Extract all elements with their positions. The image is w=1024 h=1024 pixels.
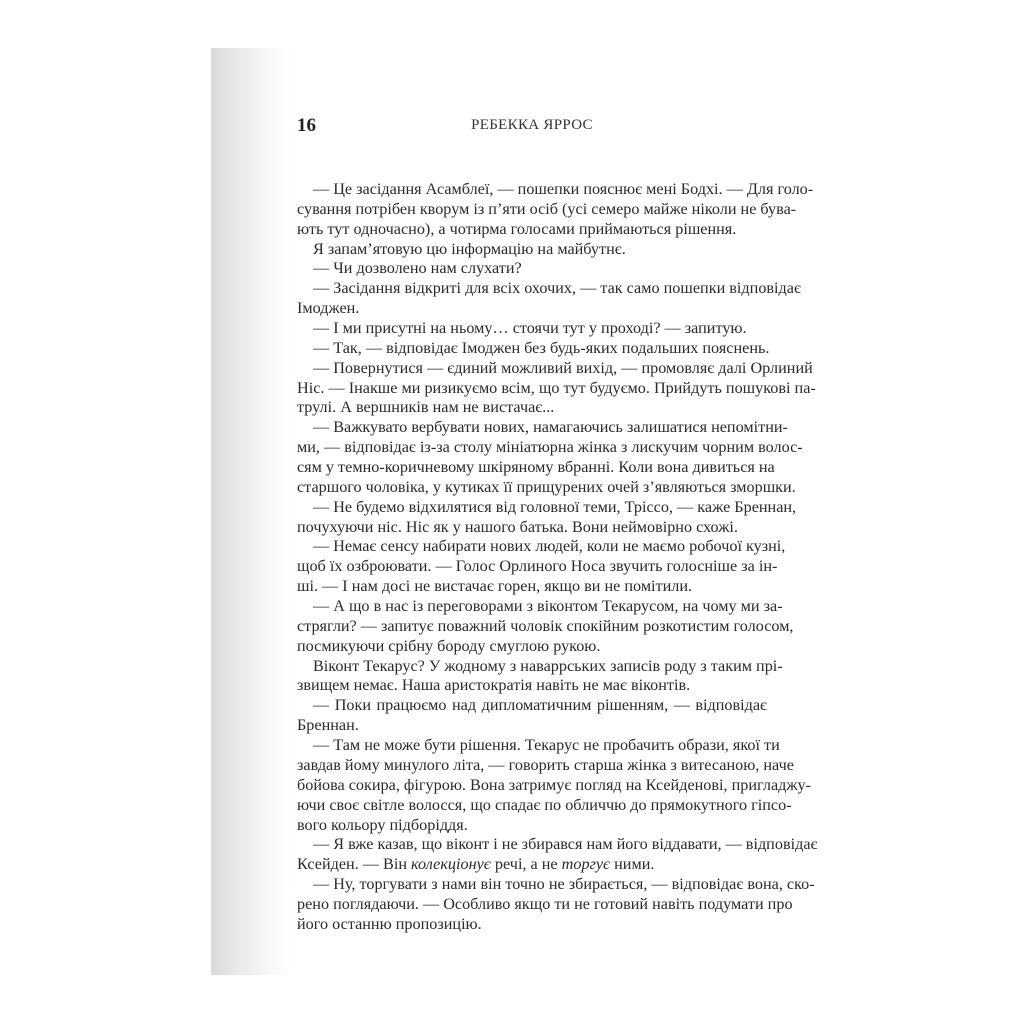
text-line: щоб їх озброювати. — Голос Орлиного Носа звучить голосніше за ін- <box>297 557 778 576</box>
text-line: Бреннан. <box>297 716 359 735</box>
text-line: його останню пропозицію. <box>297 914 482 933</box>
text-line: сям у темно-коричневому шкіряному вбранні. Коли вона дивиться на <box>297 458 775 477</box>
text-line: — Там не може бути рішення. Текарус не пробачить образи, якої ти <box>313 736 780 755</box>
text-line: — Ну, торгувати з нами він точно не збирається, — відповідає вона, ско- <box>313 875 815 894</box>
text-line: посмикуючи срібну бороду смуглою рукою. <box>297 636 601 655</box>
text-line: трулі. А вершників нам не вистачає... <box>297 398 555 417</box>
text-line: — І ми присутні на ньому… стоячи тут у проході? — запитую. <box>313 319 747 338</box>
text-line: — Поки працюємо над дипломатичним рішенням, — відповідає <box>313 696 767 715</box>
text-line: — Повернутися — єдиний можливий вихід, — промовляє далі Орлиний <box>313 358 813 377</box>
text-line: — Це засідання Асамблеї, — пошепки пояснює мені Бодхі. — Для голо- <box>313 180 814 198</box>
text-line: — Засідання відкриті для всіх охочих, — так само пошепки відповідає <box>313 279 801 298</box>
text-line: рено поглядаючи. — Особливо якщо ти не готовий навіть подумати про <box>297 894 793 913</box>
text-line: — Не будемо відхилятися від головної теми, Тріссо, — каже Бреннан, <box>313 497 797 516</box>
text-line: старшого чоловіка, у кутиках її прищурених очей з’являються зморшки. <box>297 477 796 496</box>
text-line: — Я вже казав, що віконт і не збирався нам його віддавати, — відповідає <box>313 835 818 854</box>
text-line: бойова сокира, фігурою. Вона затримує погляд на Ксейденові, пригладжу- <box>297 775 812 794</box>
page-number: 16 <box>297 115 316 136</box>
text-line: почухуючи ніс. Ніс як у нашого батька. Вони неймовірно схожі. <box>297 517 738 536</box>
text-line: завдав йому минулого літа, — говорить старша жінка з витесаною, наче <box>297 755 794 774</box>
text-line <box>297 855 767 875</box>
text-line: Ніс. — Інакше ми ризикуємо всім, що тут будуємо. Прийдуть пошукові па- <box>297 378 816 397</box>
text-line: — А що в нас із переговорами з віконтом Текарусом, на чому ми за- <box>313 597 783 616</box>
running-title: РЕБЕККА ЯРРОС <box>471 117 593 133</box>
text-line: вого кольору підборіддя. <box>297 815 468 834</box>
text-line: Я запам’ятовую цю інформацію на майбутнє. <box>313 239 626 258</box>
text-line: ючи своє світле волосся, що спадає по обличчю до прямокутного гіпсо- <box>297 795 792 814</box>
text-line: ми, — відповідає із-за столу мініатюрна жінка з лискучим чорним волос- <box>297 438 803 457</box>
text-segment: речі, а не <box>490 855 562 874</box>
italic-text: колекціонує <box>411 855 491 874</box>
text-line: — Немає сенсу набирати нових людей, коли не маємо робочої кузні, <box>313 537 786 556</box>
text-line: Віконт Текарус? У жодному з наваррських записів роду з таким прі- <box>313 656 783 675</box>
text-line: — Так, — відповідає Імоджен без будь-яких подальших пояснень. <box>313 338 770 357</box>
text-line: Імоджен. <box>297 299 360 318</box>
text-line: ші. — І нам досі не вистачає горен, якщо ви не помітили. <box>297 577 693 596</box>
italic-text: торгує <box>561 855 611 874</box>
text-segment: ними. <box>610 855 655 874</box>
text-line: ють тут одночасно), а чотирма голосами приймаються рішення. <box>297 219 737 238</box>
text-line: сування потрібен кворум із п’яти осіб (усі семеро майже ніколи не бува- <box>297 199 797 218</box>
text-line: звищем немає. Наша аристократія навіть не має віконтів. <box>297 676 691 695</box>
text-line: — Важкувато вербувати нових, намагаючись залишатися непомітни- <box>313 418 788 437</box>
text-line: стрягли? — запитує поважний чоловік спокійним розкотистим голосом, <box>297 616 794 635</box>
text-line: — Чи дозволено нам слухати? <box>313 259 522 278</box>
text-segment: Ксейден. — Він <box>297 855 412 874</box>
body-text <box>297 180 818 935</box>
